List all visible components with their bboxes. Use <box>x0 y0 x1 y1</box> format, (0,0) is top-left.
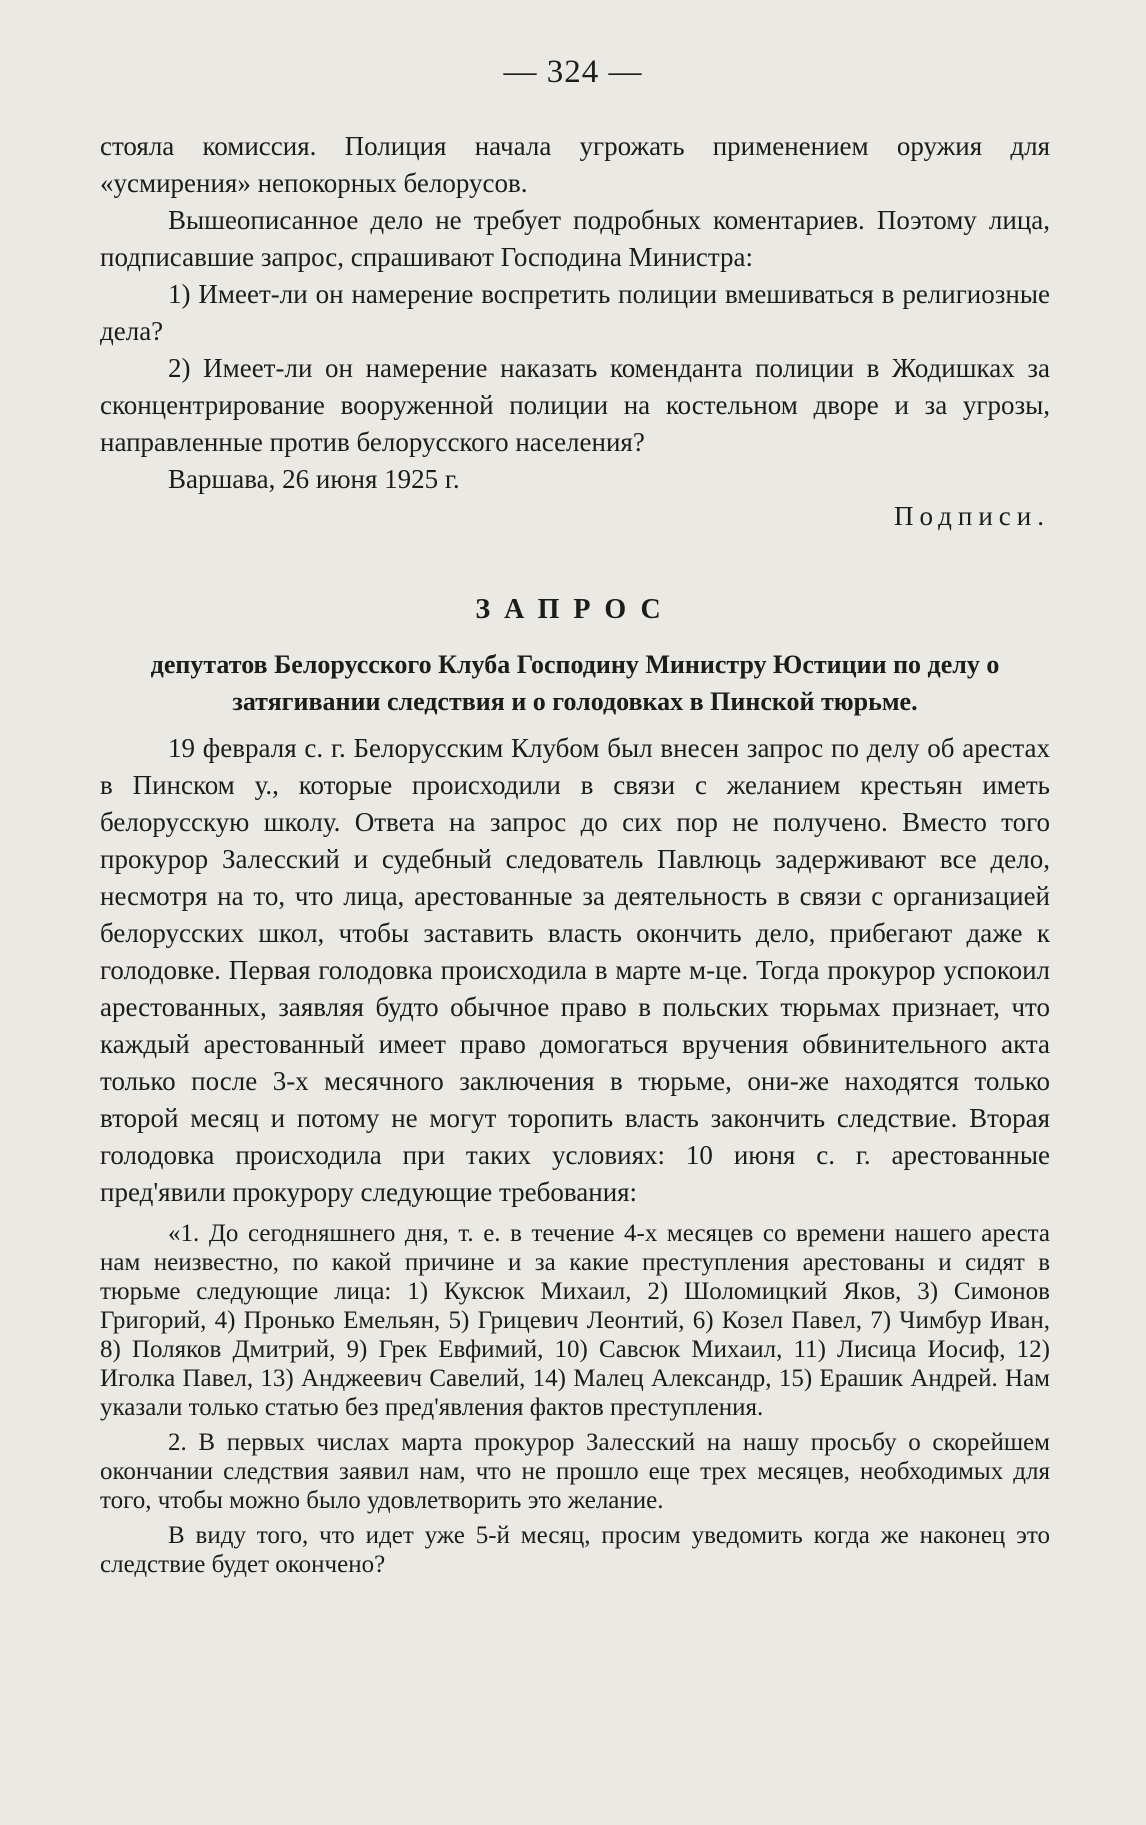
paragraph-continuation: стояла комиссия. Полиция начала угрожать применением оружия для «усмирения» непокорных белорусов. <box>100 131 1050 198</box>
question-2: 2) Имеет-ли он намерение наказать коменданта полиции в Жодишках за сконцентрирование вооруженной полиции на костельном дворе и за угрозы, направленные против белорусского населения? <box>100 353 1050 457</box>
paragraph-main: 19 февраля с. г. Белорусским Клубом был внесен запрос по делу об арестах в Пинском у., которые происходили в связи с желанием крестьян иметь белорусскую школу. Ответа на запрос до сих пор не получено. Вместо того прокурор Залесский и судебный следователь Павлюць задерживают все дело, несмотря на то, что лица, арестованные за деятельность в связи с организацией белорусских школ, чтобы заставить власть окончить дело, прибегают даже к голодовке. Первая голодовка происходила в марте м-це. Тогда прокурор успокоил арестованных, заявляя будто обычное право в польских тюрьмах признает, что каждый арестованный имеет право домогаться вручения обвинительного акта только после 3-х месячного заключения в тюрьме, они-же находятся только второй месяц и потому не могут торопить власть закончить следствие. Вторая голодовка происходила при таких условиях: 10 июня с. г. арестованные пред'явили прокурору следующие требования: <box>100 733 1050 1207</box>
section-heading: ЗАПРОС <box>475 594 675 625</box>
section-subheading: депутатов Белорусского Клуба Господину Министру Юстиции по делу о затягивании следствия и о голодовках в Пинской тюрьме. <box>150 650 1000 716</box>
quoted-demand-1: «1. До сегодняшнего дня, т. е. в течение 4-х месяцев со времени нашего ареста нам неизвестно, по какой причине и за какие преступления арестованы и сидят в тюрьме следующие лица: 1) Куксюк Михаил, 2) Шоломицкий Яков, 3) Симонов Григорий, 4) Пронько Емельян, 5) Грицевич Леонтий, 6) Козел Павел, 7) Чимбур Иван, 8) Поляков Дмитрий, 9) Грек Евфимий, 10) Савсюк Михаил, 11) Лисица Иосиф, 12) Иголка Павел, 13) Анджеевич Савелий, 14) Малец Александр, 15) Ерашик Андрей. Нам указали только статью без пред'явления фактов преступления. <box>100 1220 1050 1421</box>
place-date: Варшава, 26 июня 1925 г. <box>168 464 460 494</box>
quoted-demand-3: В виду того, что идет уже 5-й месяц, просим уведомить когда же наконец это следствие будет окончено? <box>100 1522 1050 1578</box>
section-1 <box>100 128 1050 535</box>
question-1: 1) Имеет-ли он намерение воспретить полиции вмешиваться в религиозные дела? <box>100 279 1050 346</box>
quoted-demand-2: 2. В первых числах марта прокурор Залесский на нашу просьбу о скорейшем окончании следствия заявил нам, что не прошло еще трех месяцев, необходимых для того, чтобы можно было удовлетворить это желание. <box>100 1429 1050 1514</box>
paragraph-summary: Вышеописанное дело не требует подробных коментариев. Поэтому лица, подписавшие запрос, спрашивают Господина Министра: <box>100 205 1050 272</box>
signature-label: Подписи. <box>893 501 1050 531</box>
section-2 <box>100 590 1050 1579</box>
page-number: — 324 — <box>503 54 643 90</box>
